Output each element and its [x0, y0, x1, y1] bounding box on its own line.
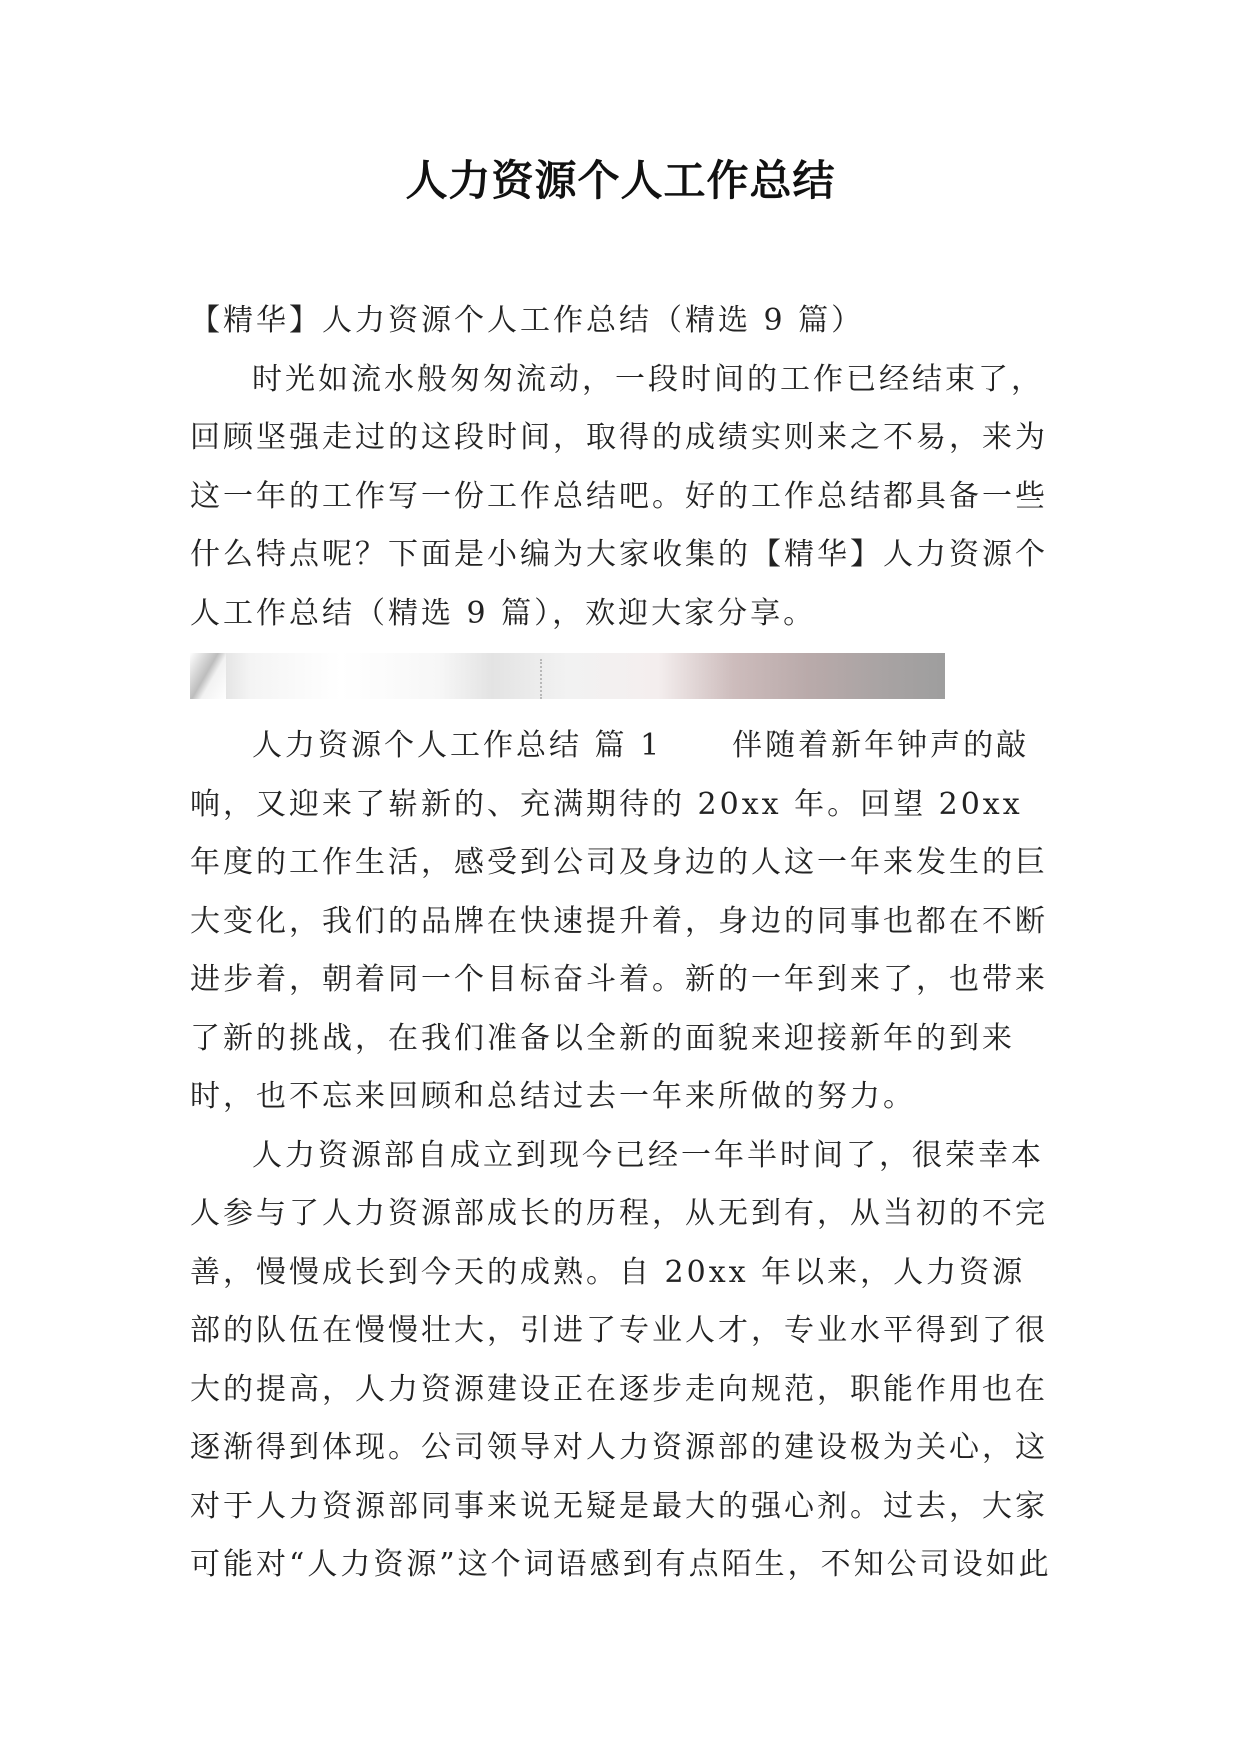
section-1-paragraph-2: 人力资源部自成立到现今已经一年半时间了，很荣幸本人参与了人力资源部成长的历程，从无到有，从当初的不完善，慢慢成长到今天的成熟。自 20xx 年以来，人力资源部的队伍在慢慢壮大，引进了专业人才，专业水平得到了很大的提高，人力资源建设正在逐步走向规范，职能作用也在逐渐得到体现。公司领导对人力资源部的建设极为关心，这对于人力资源部同事来说无疑是最大的强心剂。过去，大家可能对“人力资源”这个词语感到有点陌生，不知公司设如此 [190, 1137, 1052, 1582]
document-body [190, 292, 1052, 1595]
decorative-banner-image [190, 653, 945, 699]
document-subheading: 【精华】人力资源个人工作总结（精选 9 篇） [190, 303, 865, 338]
section-1-paragraph-1 [190, 717, 1052, 1127]
banner-binder-ring [540, 659, 592, 699]
intro-paragraph: 时光如流水般匆匆流动，一段时间的工作已经结束了，回顾坚强走过的这段时间，取得的成绩实则来之不易，来为这一年的工作写一份工作总结吧。好的工作总结都具备一些什么特点呢？下面是小编为大家收集的【精华】人力资源个人工作总结（精选 9 篇），欢迎大家分享。 [190, 361, 1048, 631]
section-1-first-text: 伴随着新年钟声的敲响，又迎来了崭新的、充满期待的 20xx 年。回望 20xx 年度的工作生活，感受到公司及身边的人这一年来发生的巨大变化，我们的品牌在快速提升着，身边的同事也都在不断进步着，朝着同一个目标奋斗着。新的一年到来了，也带来了新的挑战，在我们准备以全新的面貌来迎接新年的到来时，也不忘来回顾和总结过去一年来所做的努力。 [190, 728, 1048, 1114]
banner-left-stripe [190, 653, 226, 699]
page-title: 人力资源个人工作总结 [405, 156, 836, 205]
section-heading: 人力资源个人工作总结 篇 1 [252, 728, 663, 763]
